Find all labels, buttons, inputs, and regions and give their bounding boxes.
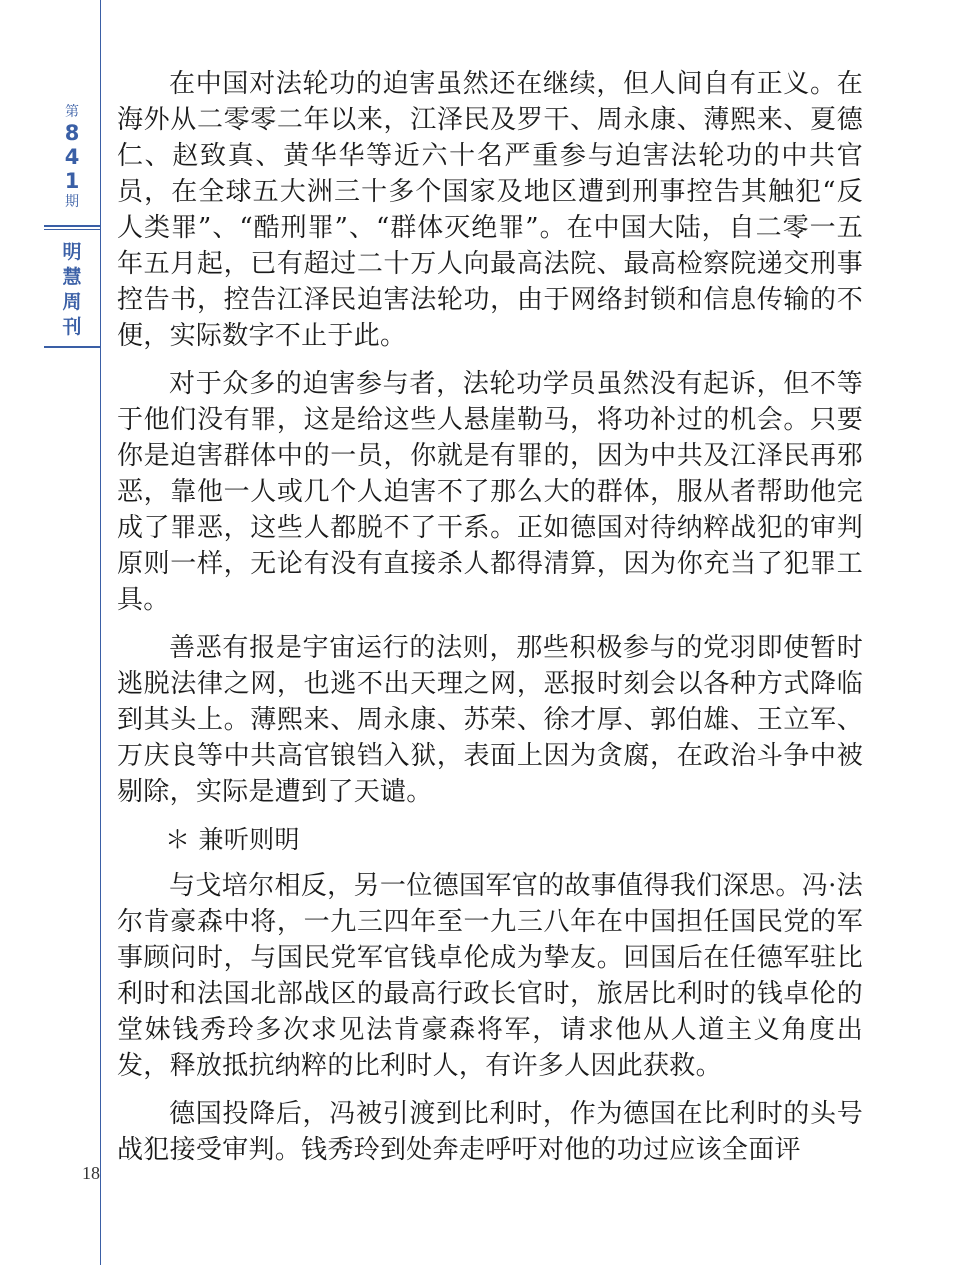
issue-digit: 1 <box>64 169 80 193</box>
paragraph: 与戈培尔相反，另一位德国军官的故事值得我们深思。冯·法尔肯豪森中将，一九三四年至一九三八年在中国担任国民党的军事顾问时，与国民党军官钱卓伦成为挚友。回国后在任德军驻比利时和法国北部战区的最高行政长官时，旅居比利时的钱卓伦的堂妹钱秀玲多次求见法肯豪森将军，请求他从人道主义角度出发，释放抵抗纳粹的比利时人，有许多人因此获救。 <box>117 871 863 1081</box>
magazine-title-char: 明 <box>62 241 82 263</box>
paragraph: 对于众多的迫害参与者，法轮功学员虽然没有起诉，但不等于他们没有罪，这是给这些人悬崖勒马，将功补过的机会。只要你是迫害群体中的一员，你就是有罪的，因为中共及江泽民再邪恶，靠他一人或几个人迫害不了那么大的群体，服从者帮助他完成了罪恶，这些人都脱不了干系。正如德国对待纳粹战犯的审判原则一样，无论有没有直接杀人都得清算，因为你充当了犯罪工具。 <box>117 369 863 615</box>
page-number: 18 <box>82 1163 100 1183</box>
issue-digit: 4 <box>64 145 80 169</box>
magazine-title-char: 周 <box>62 291 82 313</box>
magazine-title-char: 刊 <box>62 316 82 338</box>
magazine-title-char: 慧 <box>62 266 82 288</box>
issue-prefix: 第 <box>65 104 79 120</box>
sidebar-divider <box>44 346 101 348</box>
issue-digit: 8 <box>64 121 80 145</box>
issue-number <box>44 103 100 211</box>
section-subheading: ＊ 兼听则明 <box>165 825 300 854</box>
sidebar-divider <box>44 225 101 227</box>
issue-suffix: 期 <box>65 194 79 210</box>
paragraph: 德国投降后，冯被引渡到比利时，作为德国在比利时的头号战犯接受审判。钱秀玲到处奔走呼吁对他的功过应该全面评 <box>117 1099 863 1165</box>
paragraph: 善恶有报是宇宙运行的法则，那些积极参与的党羽即使暂时逃脱法律之网，也逃不出天理之网，恶报时刻会以各种方式降临到其头上。薄熙来、周永康、苏荣、徐才厚、郭伯雄、王立军、万庆良等中共高官锒铛入狱，表面上因为贪腐，在政治斗争中被剔除，实际是遭到了天谴。 <box>117 633 863 807</box>
margin-rule <box>100 0 101 1265</box>
magazine-title <box>44 240 100 340</box>
article-body <box>117 66 863 1180</box>
paragraph: 在中国对法轮功的迫害虽然还在继续，但人间自有正义。在海外从二零零二年以来，江泽民及罗干、周永康、薄熙来、夏德仁、赵致真、黄华华等近六十名严重参与迫害法轮功的中共官员，在全球五大洲三十多个国家及地区遭到刑事控告其触犯“反人类罪”、“酷刑罪”、“群体灭绝罪”。在中国大陆，自二零一五年五月起，已有超过二十万人向最高法院、最高检察院递交刑事控告书，控告江泽民迫害法轮功，由于网络封锁和信息传输的不便，实际数字不止于此。 <box>117 69 863 351</box>
sidebar-divider <box>44 229 101 230</box>
